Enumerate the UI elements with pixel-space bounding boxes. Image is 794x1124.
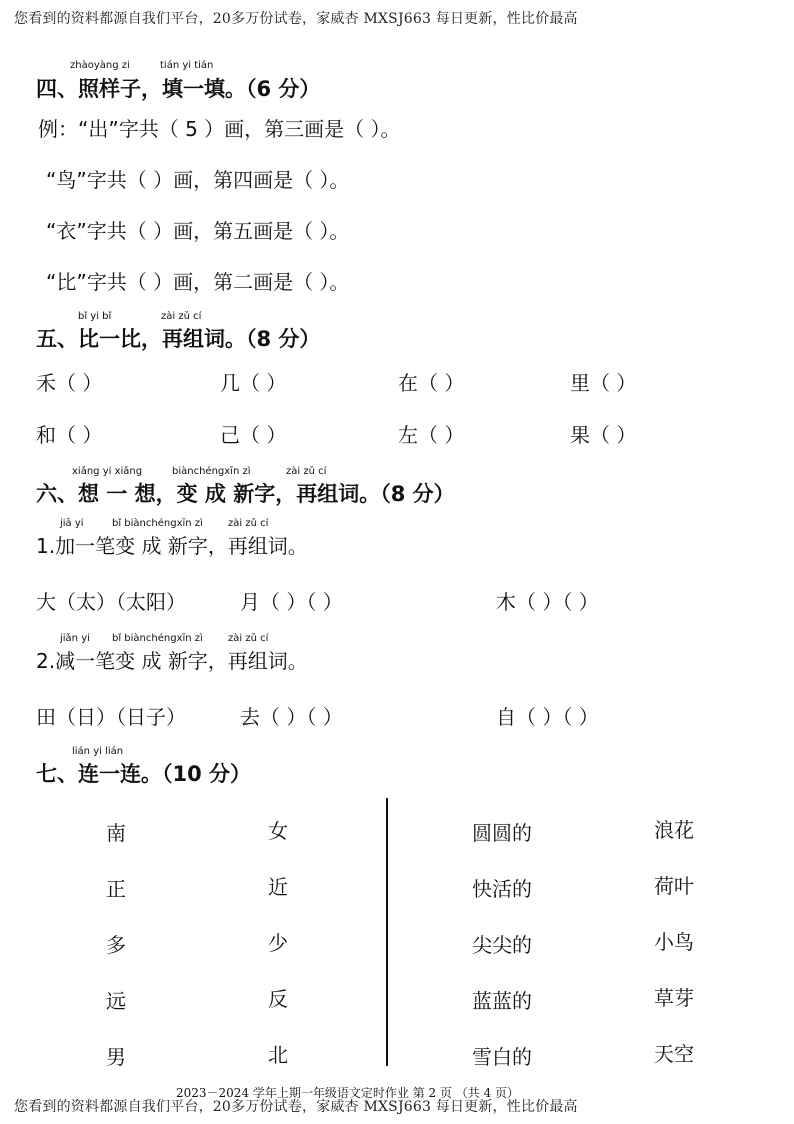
match-word: 雪白的 — [472, 1045, 532, 1069]
compare-cell: 和（ ） — [36, 423, 103, 447]
match-word: 圆圆的 — [472, 821, 532, 845]
page-footer: 2023－2024 学年上期一年级语文定时作业 第 2 页 （共 4 页） — [176, 1086, 520, 1100]
match-word: 多 — [106, 933, 126, 957]
pinyin: lián yi lián — [72, 746, 124, 757]
pinyin: bǐ biànchéngxīn zì — [112, 633, 203, 644]
compare-cell: 几（ ） — [220, 371, 287, 395]
section4-title: 四、照样子，填一填。（6 分） — [36, 77, 321, 101]
part1-item: 月（ ）（ ） — [240, 590, 343, 614]
watermark-top: 您看到的资料都源自我们平台，20多万份试卷，家威杏 MXSJ663 每日更新，性比价最高 — [14, 11, 578, 27]
match-word: 荷叶 — [654, 874, 694, 898]
pinyin: jiā yi — [60, 518, 84, 529]
part2-item: 去（ ）（ ） — [240, 705, 343, 729]
part2-title: 2.减一笔变 成 新字，再组词。 — [36, 649, 308, 673]
match-word: 远 — [106, 989, 126, 1013]
match-word: 少 — [268, 931, 288, 955]
section4-line: “衣”字共（ ）画，第五画是（ ）。 — [46, 219, 350, 243]
pinyin: zài zǔ cí — [228, 633, 269, 644]
match-word: 浪花 — [654, 818, 694, 842]
part2-item: 自（ ）（ ） — [496, 705, 599, 729]
pinyin: zài zǔ cí — [286, 466, 327, 477]
compare-cell: 在（ ） — [398, 371, 465, 395]
section5-title: 五、比一比，再组词。（8 分） — [36, 327, 321, 351]
part1-item: 木（ ）（ ） — [496, 590, 599, 614]
match-word: 正 — [106, 877, 126, 901]
column-divider — [386, 798, 388, 1066]
match-word: 南 — [106, 821, 126, 845]
pinyin: bǐ biànchéngxīn zì — [112, 518, 203, 529]
compare-cell: 里（ ） — [570, 371, 637, 395]
pinyin: bǐ yi bǐ — [78, 311, 112, 322]
match-word: 北 — [268, 1043, 288, 1067]
section4-line: “鸟”字共（ ）画，第四画是（ ）。 — [46, 168, 350, 192]
section7-title: 七、连一连。（10 分） — [36, 762, 252, 786]
compare-cell: 左（ ） — [398, 423, 465, 447]
section4-line: 例：“出”字共（ 5 ）画，第三画是（ ）。 — [38, 117, 401, 141]
section4-line: “比”字共（ ）画，第二画是（ ）。 — [46, 270, 350, 294]
pinyin: biànchéngxīn zì — [172, 466, 251, 477]
match-word: 反 — [268, 987, 288, 1011]
pinyin: tián yi tián — [160, 60, 214, 71]
pinyin: zhàoyàng zi — [70, 60, 130, 71]
match-word: 草芽 — [654, 986, 694, 1010]
compare-cell: 果（ ） — [570, 423, 637, 447]
match-word: 小鸟 — [654, 930, 694, 954]
pinyin: zài zǔ cí — [228, 518, 269, 529]
match-word: 尖尖的 — [472, 933, 532, 957]
pinyin: xiǎng yi xiǎng — [72, 466, 143, 477]
part2-item: 田（日）（日子） — [36, 705, 186, 729]
watermark-bottom: 您看到的资料都源自我们平台，20多万份试卷，家威杏 MXSJ663 每日更新，性比价最高 — [14, 1099, 578, 1115]
match-word: 近 — [268, 875, 288, 899]
compare-cell: 己（ ） — [220, 423, 287, 447]
part1-item: 大（太）（太阳） — [36, 590, 186, 614]
match-word: 天空 — [654, 1042, 694, 1066]
pinyin: zài zǔ cí — [161, 311, 202, 322]
match-word: 男 — [106, 1045, 126, 1069]
part1-title: 1.加一笔变 成 新字，再组词。 — [36, 534, 308, 558]
compare-cell: 禾（ ） — [36, 371, 103, 395]
section6-title: 六、想 一 想，变 成 新字，再组词。（8 分） — [36, 482, 455, 506]
match-word: 女 — [268, 819, 288, 843]
match-word: 快活的 — [472, 877, 532, 901]
pinyin: jiǎn yi — [60, 633, 90, 644]
match-word: 蓝蓝的 — [472, 989, 532, 1013]
